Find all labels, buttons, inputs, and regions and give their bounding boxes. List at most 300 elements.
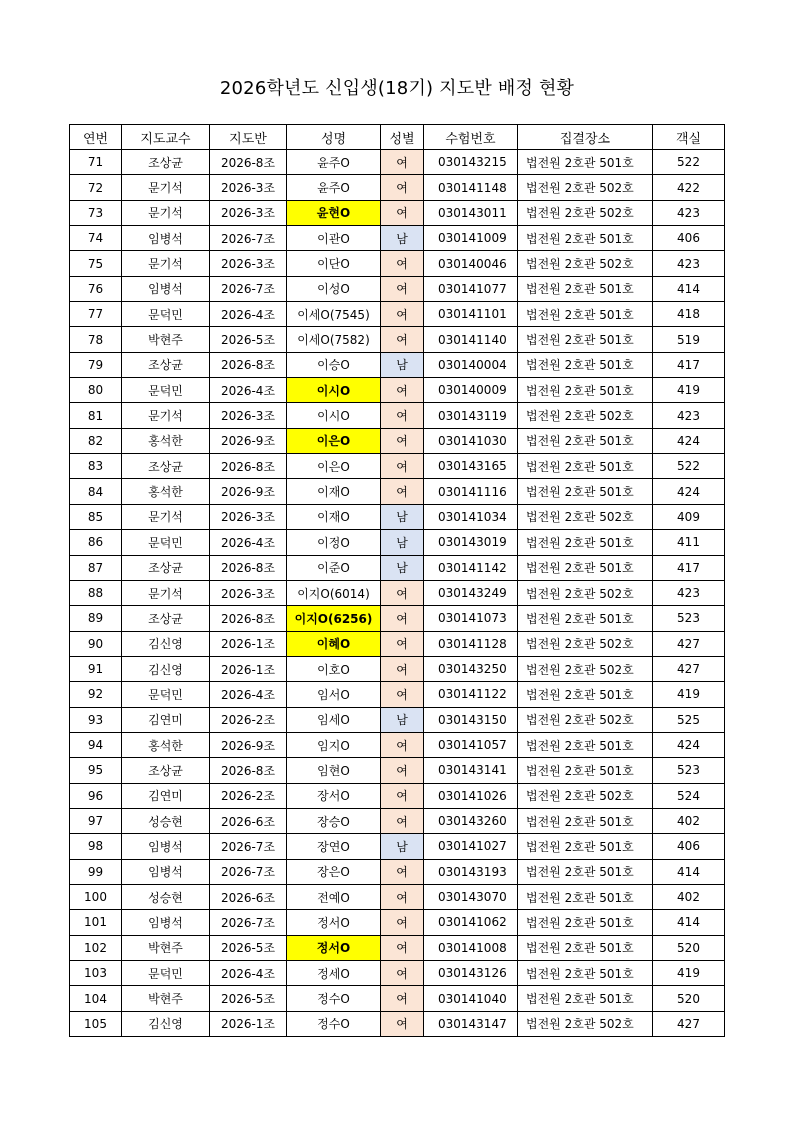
table-row <box>70 175 725 200</box>
cell-exam-no: 030143150 <box>424 707 518 732</box>
cell-group: 2026-3조 <box>210 580 287 605</box>
cell-advisor: 박현주 <box>122 935 210 960</box>
cell-no: 100 <box>70 884 122 909</box>
cell-exam-no: 030141128 <box>424 631 518 656</box>
cell-advisor: 문덕민 <box>122 682 210 707</box>
cell-group: 2026-9조 <box>210 732 287 757</box>
cell-place: 법전원 2호관 502호 <box>518 175 653 200</box>
cell-place: 법전원 2호관 501호 <box>518 327 653 352</box>
cell-group: 2026-8조 <box>210 606 287 631</box>
cell-place: 법전원 2호관 501호 <box>518 758 653 783</box>
cell-no: 76 <box>70 276 122 301</box>
cell-room: 414 <box>653 276 725 301</box>
cell-name: 이지O(6014) <box>287 580 381 605</box>
cell-gender: 여 <box>381 631 424 656</box>
cell-name: 임서O <box>287 682 381 707</box>
cell-exam-no: 030143011 <box>424 200 518 225</box>
cell-gender: 여 <box>381 454 424 479</box>
cell-advisor: 임병석 <box>122 910 210 935</box>
cell-name: 이단O <box>287 251 381 276</box>
cell-advisor: 성승현 <box>122 808 210 833</box>
header-name: 성명 <box>287 125 381 150</box>
cell-room: 523 <box>653 606 725 631</box>
table-row <box>70 834 725 859</box>
cell-exam-no: 030143070 <box>424 884 518 909</box>
cell-group: 2026-5조 <box>210 327 287 352</box>
cell-room: 520 <box>653 986 725 1011</box>
cell-gender: 여 <box>381 150 424 175</box>
cell-group: 2026-7조 <box>210 226 287 251</box>
cell-advisor: 조상균 <box>122 555 210 580</box>
cell-name: 이호O <box>287 656 381 681</box>
cell-advisor: 문덕민 <box>122 378 210 403</box>
cell-exam-no: 030141008 <box>424 935 518 960</box>
header-place: 집결장소 <box>518 125 653 150</box>
cell-place: 법전원 2호관 501호 <box>518 428 653 453</box>
cell-group: 2026-8조 <box>210 758 287 783</box>
cell-name: 이준O <box>287 555 381 580</box>
cell-exam-no: 030141009 <box>424 226 518 251</box>
cell-place: 법전원 2호관 501호 <box>518 555 653 580</box>
cell-place: 법전원 2호관 502호 <box>518 504 653 529</box>
cell-advisor: 홍석한 <box>122 732 210 757</box>
cell-advisor: 문기석 <box>122 251 210 276</box>
cell-name: 이재O <box>287 504 381 529</box>
cell-name: 이혜O <box>287 631 381 656</box>
cell-room: 417 <box>653 352 725 377</box>
cell-gender: 여 <box>381 479 424 504</box>
cell-room: 519 <box>653 327 725 352</box>
table-row <box>70 961 725 986</box>
cell-exam-no: 030141057 <box>424 732 518 757</box>
cell-advisor: 문기석 <box>122 403 210 428</box>
cell-gender: 여 <box>381 910 424 935</box>
cell-room: 406 <box>653 834 725 859</box>
cell-exam-no: 030141142 <box>424 555 518 580</box>
cell-name: 전예O <box>287 884 381 909</box>
cell-room: 522 <box>653 454 725 479</box>
cell-room: 524 <box>653 783 725 808</box>
cell-no: 74 <box>70 226 122 251</box>
cell-name: 이시O <box>287 403 381 428</box>
cell-exam-no: 030141062 <box>424 910 518 935</box>
cell-advisor: 임병석 <box>122 276 210 301</box>
cell-advisor: 조상균 <box>122 150 210 175</box>
cell-exam-no: 030141122 <box>424 682 518 707</box>
cell-advisor: 문덕민 <box>122 302 210 327</box>
cell-group: 2026-3조 <box>210 175 287 200</box>
cell-name: 임지O <box>287 732 381 757</box>
cell-exam-no: 030141140 <box>424 327 518 352</box>
cell-no: 98 <box>70 834 122 859</box>
cell-gender: 남 <box>381 352 424 377</box>
table-row <box>70 150 725 175</box>
table-row <box>70 631 725 656</box>
cell-gender: 남 <box>381 504 424 529</box>
cell-exam-no: 030143119 <box>424 403 518 428</box>
cell-no: 89 <box>70 606 122 631</box>
cell-place: 법전원 2호관 501호 <box>518 935 653 960</box>
cell-group: 2026-7조 <box>210 834 287 859</box>
cell-group: 2026-4조 <box>210 682 287 707</box>
cell-name: 이정O <box>287 530 381 555</box>
table-row <box>70 276 725 301</box>
cell-name: 이시O <box>287 378 381 403</box>
cell-gender: 여 <box>381 808 424 833</box>
table-row <box>70 428 725 453</box>
table-header-row <box>70 125 725 150</box>
cell-advisor: 문기석 <box>122 200 210 225</box>
cell-place: 법전원 2호관 501호 <box>518 302 653 327</box>
cell-place: 법전원 2호관 502호 <box>518 783 653 808</box>
cell-room: 423 <box>653 251 725 276</box>
cell-group: 2026-6조 <box>210 884 287 909</box>
cell-place: 법전원 2호관 501호 <box>518 859 653 884</box>
table-row <box>70 935 725 960</box>
table-row <box>70 986 725 1011</box>
cell-gender: 남 <box>381 707 424 732</box>
cell-room: 419 <box>653 378 725 403</box>
cell-exam-no: 030143147 <box>424 1011 518 1036</box>
table-row <box>70 884 725 909</box>
cell-place: 법전원 2호관 501호 <box>518 834 653 859</box>
cell-gender: 여 <box>381 276 424 301</box>
cell-gender: 여 <box>381 961 424 986</box>
cell-group: 2026-2조 <box>210 707 287 732</box>
cell-gender: 여 <box>381 403 424 428</box>
cell-advisor: 조상균 <box>122 606 210 631</box>
cell-exam-no: 030141030 <box>424 428 518 453</box>
table-row <box>70 327 725 352</box>
cell-advisor: 임병석 <box>122 226 210 251</box>
cell-gender: 여 <box>381 1011 424 1036</box>
cell-exam-no: 030143250 <box>424 656 518 681</box>
table-row <box>70 606 725 631</box>
cell-exam-no: 030143019 <box>424 530 518 555</box>
header-exam-no: 수험번호 <box>424 125 518 150</box>
cell-group: 2026-6조 <box>210 808 287 833</box>
cell-gender: 여 <box>381 859 424 884</box>
cell-place: 법전원 2호관 502호 <box>518 251 653 276</box>
table-row <box>70 479 725 504</box>
cell-advisor: 문덕민 <box>122 530 210 555</box>
header-no: 연번 <box>70 125 122 150</box>
cell-group: 2026-8조 <box>210 555 287 580</box>
cell-advisor: 김연미 <box>122 783 210 808</box>
cell-advisor: 박현주 <box>122 986 210 1011</box>
cell-exam-no: 030141026 <box>424 783 518 808</box>
cell-advisor: 김신영 <box>122 631 210 656</box>
table-body <box>70 150 725 1037</box>
cell-gender: 여 <box>381 200 424 225</box>
cell-advisor: 홍석한 <box>122 428 210 453</box>
cell-gender: 여 <box>381 986 424 1011</box>
cell-room: 427 <box>653 631 725 656</box>
table-row <box>70 808 725 833</box>
cell-advisor: 김연미 <box>122 707 210 732</box>
cell-no: 97 <box>70 808 122 833</box>
cell-group: 2026-8조 <box>210 454 287 479</box>
cell-room: 520 <box>653 935 725 960</box>
cell-exam-no: 030140009 <box>424 378 518 403</box>
cell-name: 임세O <box>287 707 381 732</box>
cell-group: 2026-3조 <box>210 403 287 428</box>
cell-gender: 여 <box>381 428 424 453</box>
cell-no: 105 <box>70 1011 122 1036</box>
table-row <box>70 530 725 555</box>
cell-no: 101 <box>70 910 122 935</box>
cell-place: 법전원 2호관 501호 <box>518 732 653 757</box>
cell-place: 법전원 2호관 502호 <box>518 580 653 605</box>
cell-no: 90 <box>70 631 122 656</box>
cell-place: 법전원 2호관 502호 <box>518 631 653 656</box>
cell-group: 2026-4조 <box>210 961 287 986</box>
cell-gender: 여 <box>381 302 424 327</box>
cell-group: 2026-8조 <box>210 150 287 175</box>
header-group: 지도반 <box>210 125 287 150</box>
cell-exam-no: 030143249 <box>424 580 518 605</box>
cell-no: 87 <box>70 555 122 580</box>
cell-name: 장연O <box>287 834 381 859</box>
cell-name: 장은O <box>287 859 381 884</box>
cell-room: 411 <box>653 530 725 555</box>
cell-gender: 여 <box>381 175 424 200</box>
cell-gender: 여 <box>381 935 424 960</box>
cell-place: 법전원 2호관 501호 <box>518 226 653 251</box>
cell-exam-no: 030141073 <box>424 606 518 631</box>
cell-exam-no: 030141101 <box>424 302 518 327</box>
table-row <box>70 504 725 529</box>
cell-room: 419 <box>653 961 725 986</box>
page-title: 2026학년도 신입생(18기) 지도반 배정 현황 <box>219 78 575 99</box>
cell-group: 2026-4조 <box>210 302 287 327</box>
cell-room: 414 <box>653 859 725 884</box>
cell-group: 2026-1조 <box>210 631 287 656</box>
cell-name: 이재O <box>287 479 381 504</box>
table-row <box>70 580 725 605</box>
cell-group: 2026-4조 <box>210 530 287 555</box>
cell-advisor: 조상균 <box>122 758 210 783</box>
assignment-table <box>69 124 725 1037</box>
cell-group: 2026-7조 <box>210 276 287 301</box>
cell-gender: 여 <box>381 606 424 631</box>
cell-name: 윤주O <box>287 150 381 175</box>
cell-room: 406 <box>653 226 725 251</box>
cell-no: 81 <box>70 403 122 428</box>
table-row <box>70 378 725 403</box>
cell-group: 2026-1조 <box>210 1011 287 1036</box>
cell-advisor: 임병석 <box>122 859 210 884</box>
cell-room: 409 <box>653 504 725 529</box>
cell-no: 84 <box>70 479 122 504</box>
cell-advisor: 문기석 <box>122 580 210 605</box>
cell-gender: 여 <box>381 884 424 909</box>
cell-name: 정세O <box>287 961 381 986</box>
cell-place: 법전원 2호관 501호 <box>518 150 653 175</box>
cell-no: 93 <box>70 707 122 732</box>
cell-room: 417 <box>653 555 725 580</box>
table-row <box>70 732 725 757</box>
header-room: 객실 <box>653 125 725 150</box>
cell-place: 법전원 2호관 501호 <box>518 276 653 301</box>
cell-no: 85 <box>70 504 122 529</box>
cell-room: 422 <box>653 175 725 200</box>
table-row <box>70 682 725 707</box>
cell-place: 법전원 2호관 502호 <box>518 200 653 225</box>
cell-place: 법전원 2호관 501호 <box>518 479 653 504</box>
cell-place: 법전원 2호관 501호 <box>518 986 653 1011</box>
table-row <box>70 226 725 251</box>
cell-room: 424 <box>653 428 725 453</box>
cell-name: 윤주O <box>287 175 381 200</box>
cell-place: 법전원 2호관 501호 <box>518 454 653 479</box>
cell-place: 법전원 2호관 501호 <box>518 910 653 935</box>
cell-name: 이은O <box>287 428 381 453</box>
table-row <box>70 1011 725 1036</box>
cell-no: 82 <box>70 428 122 453</box>
cell-group: 2026-4조 <box>210 378 287 403</box>
cell-group: 2026-9조 <box>210 479 287 504</box>
cell-exam-no: 030141077 <box>424 276 518 301</box>
cell-no: 99 <box>70 859 122 884</box>
cell-room: 423 <box>653 200 725 225</box>
table-row <box>70 454 725 479</box>
table-row <box>70 707 725 732</box>
table-row <box>70 403 725 428</box>
cell-room: 525 <box>653 707 725 732</box>
cell-no: 83 <box>70 454 122 479</box>
cell-no: 75 <box>70 251 122 276</box>
cell-no: 80 <box>70 378 122 403</box>
cell-name: 장서O <box>287 783 381 808</box>
cell-place: 법전원 2호관 501호 <box>518 884 653 909</box>
cell-no: 73 <box>70 200 122 225</box>
cell-group: 2026-1조 <box>210 656 287 681</box>
cell-room: 427 <box>653 656 725 681</box>
cell-advisor: 김신영 <box>122 656 210 681</box>
cell-exam-no: 030143126 <box>424 961 518 986</box>
cell-place: 법전원 2호관 501호 <box>518 961 653 986</box>
cell-no: 77 <box>70 302 122 327</box>
cell-advisor: 홍석한 <box>122 479 210 504</box>
cell-place: 법전원 2호관 502호 <box>518 403 653 428</box>
cell-group: 2026-3조 <box>210 504 287 529</box>
cell-exam-no: 030143260 <box>424 808 518 833</box>
cell-advisor: 박현주 <box>122 327 210 352</box>
table-row <box>70 910 725 935</box>
cell-exam-no: 030143165 <box>424 454 518 479</box>
cell-gender: 여 <box>381 378 424 403</box>
cell-room: 522 <box>653 150 725 175</box>
cell-group: 2026-5조 <box>210 935 287 960</box>
table-row <box>70 783 725 808</box>
cell-room: 402 <box>653 808 725 833</box>
cell-place: 법전원 2호관 502호 <box>518 1011 653 1036</box>
cell-place: 법전원 2호관 502호 <box>518 656 653 681</box>
cell-room: 427 <box>653 1011 725 1036</box>
cell-place: 법전원 2호관 501호 <box>518 808 653 833</box>
cell-gender: 여 <box>381 580 424 605</box>
cell-gender: 여 <box>381 732 424 757</box>
cell-exam-no: 030141027 <box>424 834 518 859</box>
cell-gender: 여 <box>381 656 424 681</box>
cell-advisor: 문기석 <box>122 175 210 200</box>
cell-exam-no: 030141116 <box>424 479 518 504</box>
cell-place: 법전원 2호관 501호 <box>518 378 653 403</box>
cell-exam-no: 030143141 <box>424 758 518 783</box>
cell-advisor: 문덕민 <box>122 961 210 986</box>
cell-place: 법전원 2호관 501호 <box>518 352 653 377</box>
cell-gender: 여 <box>381 327 424 352</box>
cell-no: 96 <box>70 783 122 808</box>
cell-group: 2026-7조 <box>210 910 287 935</box>
table-row <box>70 859 725 884</box>
cell-advisor: 문기석 <box>122 504 210 529</box>
cell-name: 정서O <box>287 935 381 960</box>
cell-gender: 여 <box>381 251 424 276</box>
cell-group: 2026-3조 <box>210 251 287 276</box>
table-row <box>70 656 725 681</box>
cell-group: 2026-7조 <box>210 859 287 884</box>
cell-gender: 남 <box>381 530 424 555</box>
cell-name: 정수O <box>287 986 381 1011</box>
cell-advisor: 성승현 <box>122 884 210 909</box>
cell-group: 2026-9조 <box>210 428 287 453</box>
header-gender: 성별 <box>381 125 424 150</box>
cell-no: 78 <box>70 327 122 352</box>
cell-no: 86 <box>70 530 122 555</box>
cell-gender: 남 <box>381 226 424 251</box>
cell-no: 102 <box>70 935 122 960</box>
cell-name: 이관O <box>287 226 381 251</box>
cell-gender: 남 <box>381 834 424 859</box>
cell-place: 법전원 2호관 501호 <box>518 682 653 707</box>
cell-exam-no: 030143215 <box>424 150 518 175</box>
cell-name: 이성O <box>287 276 381 301</box>
cell-name: 임현O <box>287 758 381 783</box>
cell-name: 이지O(6256) <box>287 606 381 631</box>
cell-place: 법전원 2호관 501호 <box>518 606 653 631</box>
cell-exam-no: 030141148 <box>424 175 518 200</box>
table-row <box>70 555 725 580</box>
cell-name: 장승O <box>287 808 381 833</box>
cell-no: 104 <box>70 986 122 1011</box>
table-row <box>70 200 725 225</box>
cell-room: 414 <box>653 910 725 935</box>
cell-no: 94 <box>70 732 122 757</box>
cell-exam-no: 030140046 <box>424 251 518 276</box>
cell-room: 523 <box>653 758 725 783</box>
cell-exam-no: 030143193 <box>424 859 518 884</box>
cell-no: 88 <box>70 580 122 605</box>
cell-advisor: 임병석 <box>122 834 210 859</box>
cell-group: 2026-5조 <box>210 986 287 1011</box>
cell-room: 402 <box>653 884 725 909</box>
cell-name: 이승O <box>287 352 381 377</box>
cell-name: 윤현O <box>287 200 381 225</box>
cell-exam-no: 030141034 <box>424 504 518 529</box>
cell-gender: 여 <box>381 783 424 808</box>
cell-room: 424 <box>653 732 725 757</box>
cell-no: 79 <box>70 352 122 377</box>
cell-place: 법전원 2호관 502호 <box>518 707 653 732</box>
cell-no: 71 <box>70 150 122 175</box>
cell-room: 418 <box>653 302 725 327</box>
cell-exam-no: 030141040 <box>424 986 518 1011</box>
cell-room: 423 <box>653 403 725 428</box>
table-row <box>70 352 725 377</box>
cell-group: 2026-2조 <box>210 783 287 808</box>
